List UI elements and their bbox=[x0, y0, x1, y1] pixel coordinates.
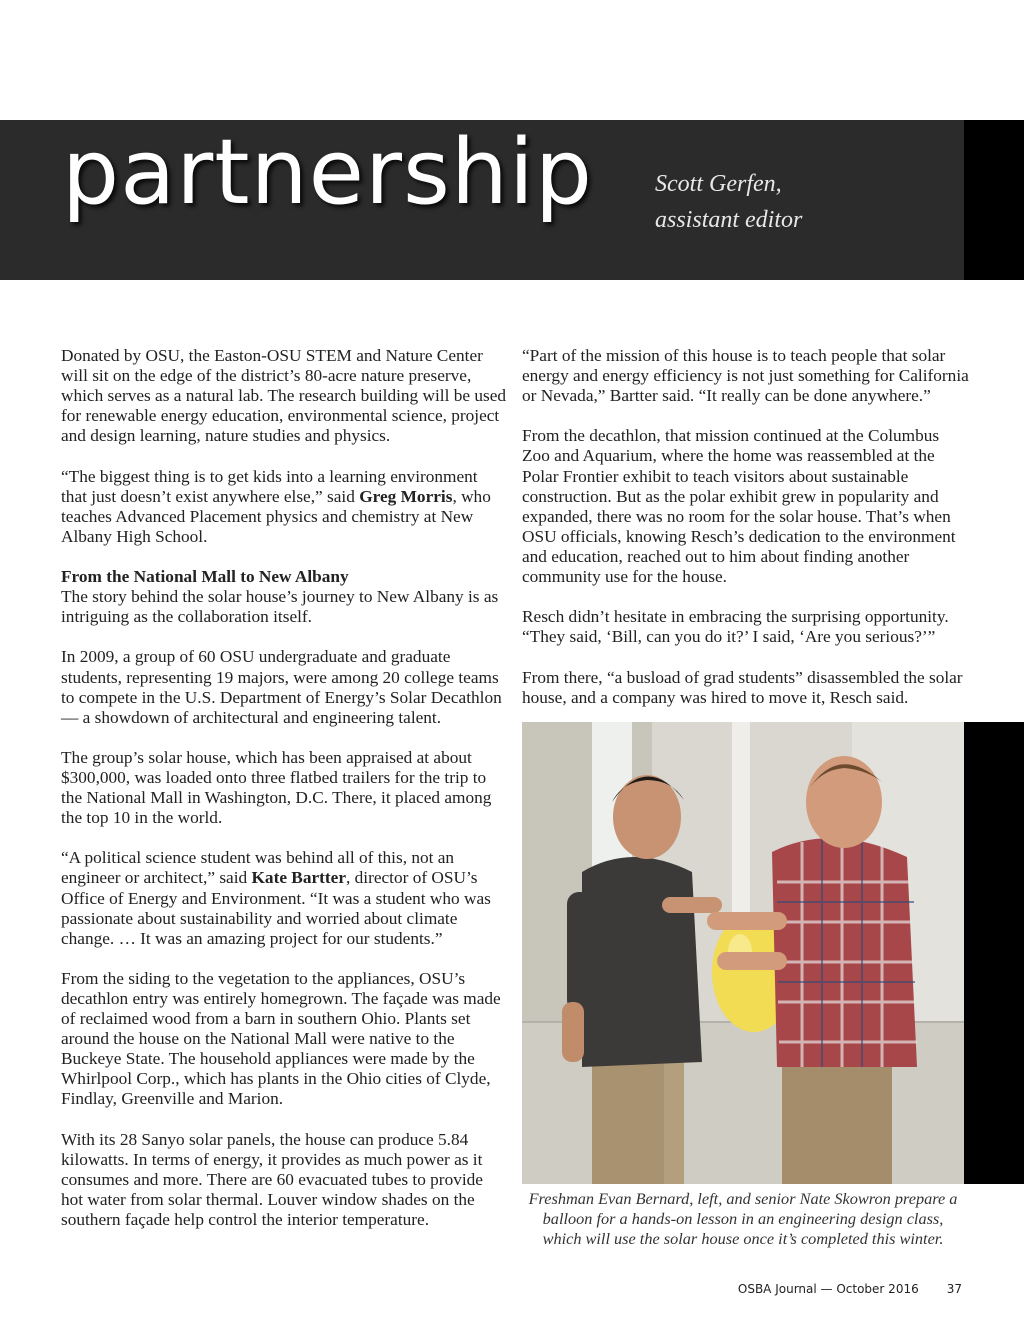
paragraph: From the decathlon, that mission continued at the Columbus Zoo and Aquarium, where the home was reassembled at the Polar Frontier exhibit to teach visitors about sustainable construction. But as the polar exhibit grew in popularity and expanded, there was no room for the solar house. That’s when OSU officials, knowing Resch’s dedication to the environment and education, reached out to him about finding another community use for the house. bbox=[522, 426, 956, 587]
byline-name: Scott Gerfen, bbox=[655, 171, 782, 197]
journal-issue: OSBA Journal — October 2016 bbox=[737, 1282, 919, 1296]
article-photo bbox=[522, 722, 964, 1184]
paragraph: In 2009, a group of 60 OSU undergraduate and graduate students, representing 19 majors, were among 20 college teams to compete in the U.S. Department of Energy’s Solar Decathlon — a showdown of architectural and engineering talent. bbox=[61, 647, 502, 727]
person-name: Greg Morris bbox=[359, 486, 453, 506]
paragraph: The group’s solar house, which has been appraised at about $300,000, was loaded onto three flatbed trailers for the trip to the National Mall in Washington, D.C. There, it placed among the top 10 in the world. bbox=[61, 747, 492, 828]
page-footer bbox=[700, 1282, 962, 1296]
text-run: , director of OSU’s Office of Energy and Environment. “It was a student who was passionate about sustainability and worried about climate change. … It was an amazing project for our students.” bbox=[61, 868, 491, 948]
paragraph bbox=[61, 848, 506, 948]
paragraph: With its 28 Sanyo solar panels, the house can produce 5.84 kilowatts. In terms of energy, it provides as much power as it consumes and more. There are 60 evacuated tubes to provide hot water from solar thermal. Louver window shades on the southern façade help control the interior temperature. bbox=[61, 1129, 483, 1230]
left-column bbox=[61, 346, 506, 1250]
header-banner-edge bbox=[964, 120, 1024, 280]
text-run: “A political science student was behind all of this, not an engineer or architect,” said bbox=[61, 848, 455, 888]
paragraph bbox=[61, 467, 506, 547]
paragraph: Resch didn’t hesitate in embracing the surprising opportunity. “They said, ‘Bill, can you do it?’ I said, ‘Are you serious?’” bbox=[522, 607, 949, 647]
byline-role: assistant editor bbox=[655, 207, 803, 233]
text-run: “The biggest thing is to get kids into a learning environment that just doesn’t exist anywhere else,” said bbox=[61, 466, 478, 506]
paragraph: Donated by OSU, the Easton-OSU STEM and Nature Center will sit on the edge of the district’s 80-acre nature preserve, which serves as a natural lab. The research building will be used for renewable energy education, environmental science, project and design learning, nature studies and physics. bbox=[61, 346, 507, 446]
photo-edge-bar bbox=[964, 722, 1024, 1184]
text-run: , who teaches Advanced Placement physics and chemistry at New Albany High School. bbox=[61, 486, 491, 546]
right-column bbox=[522, 346, 970, 728]
section-subhead: From the National Mall to New Albany bbox=[61, 567, 349, 587]
paragraph: From there, “a busload of grad students” disassembled the solar house, and a company was hired to move it, Resch said. bbox=[522, 667, 963, 707]
paragraph: From the siding to the vegetation to the appliances, OSU’s decathlon entry was entirely homegrown. The façade was made of reclaimed wood from a barn in southern Ohio. Plants set around the house on the National Mall were native to the Buckeye State. The household appliances were made by the Whirlpool Corp., which has plants in the Ohio cities of Clyde, Findlay, Greenville and Marion. bbox=[61, 968, 501, 1109]
article-title: partnership bbox=[62, 120, 594, 225]
paragraph: The story behind the solar house’s journey to New Albany is as intriguing as the collaboration itself. bbox=[61, 587, 499, 627]
students-photo-illustration bbox=[522, 722, 964, 1184]
photo-caption: Freshman Evan Bernard, left, and senior Nate Skowron prepare a balloon for a hands-on lesson in an engineering design class, which will use the solar house once it’s completed this winter. bbox=[528, 1189, 958, 1248]
paragraph: “Part of the mission of this house is to teach people that solar energy and energy efficiency is not just something for California or Nevada,” Bartter said. “It really can be done anywhere.” bbox=[522, 346, 969, 406]
page-number: 37 bbox=[946, 1282, 962, 1296]
byline bbox=[655, 166, 802, 238]
person-name: Kate Bartter bbox=[251, 868, 346, 888]
